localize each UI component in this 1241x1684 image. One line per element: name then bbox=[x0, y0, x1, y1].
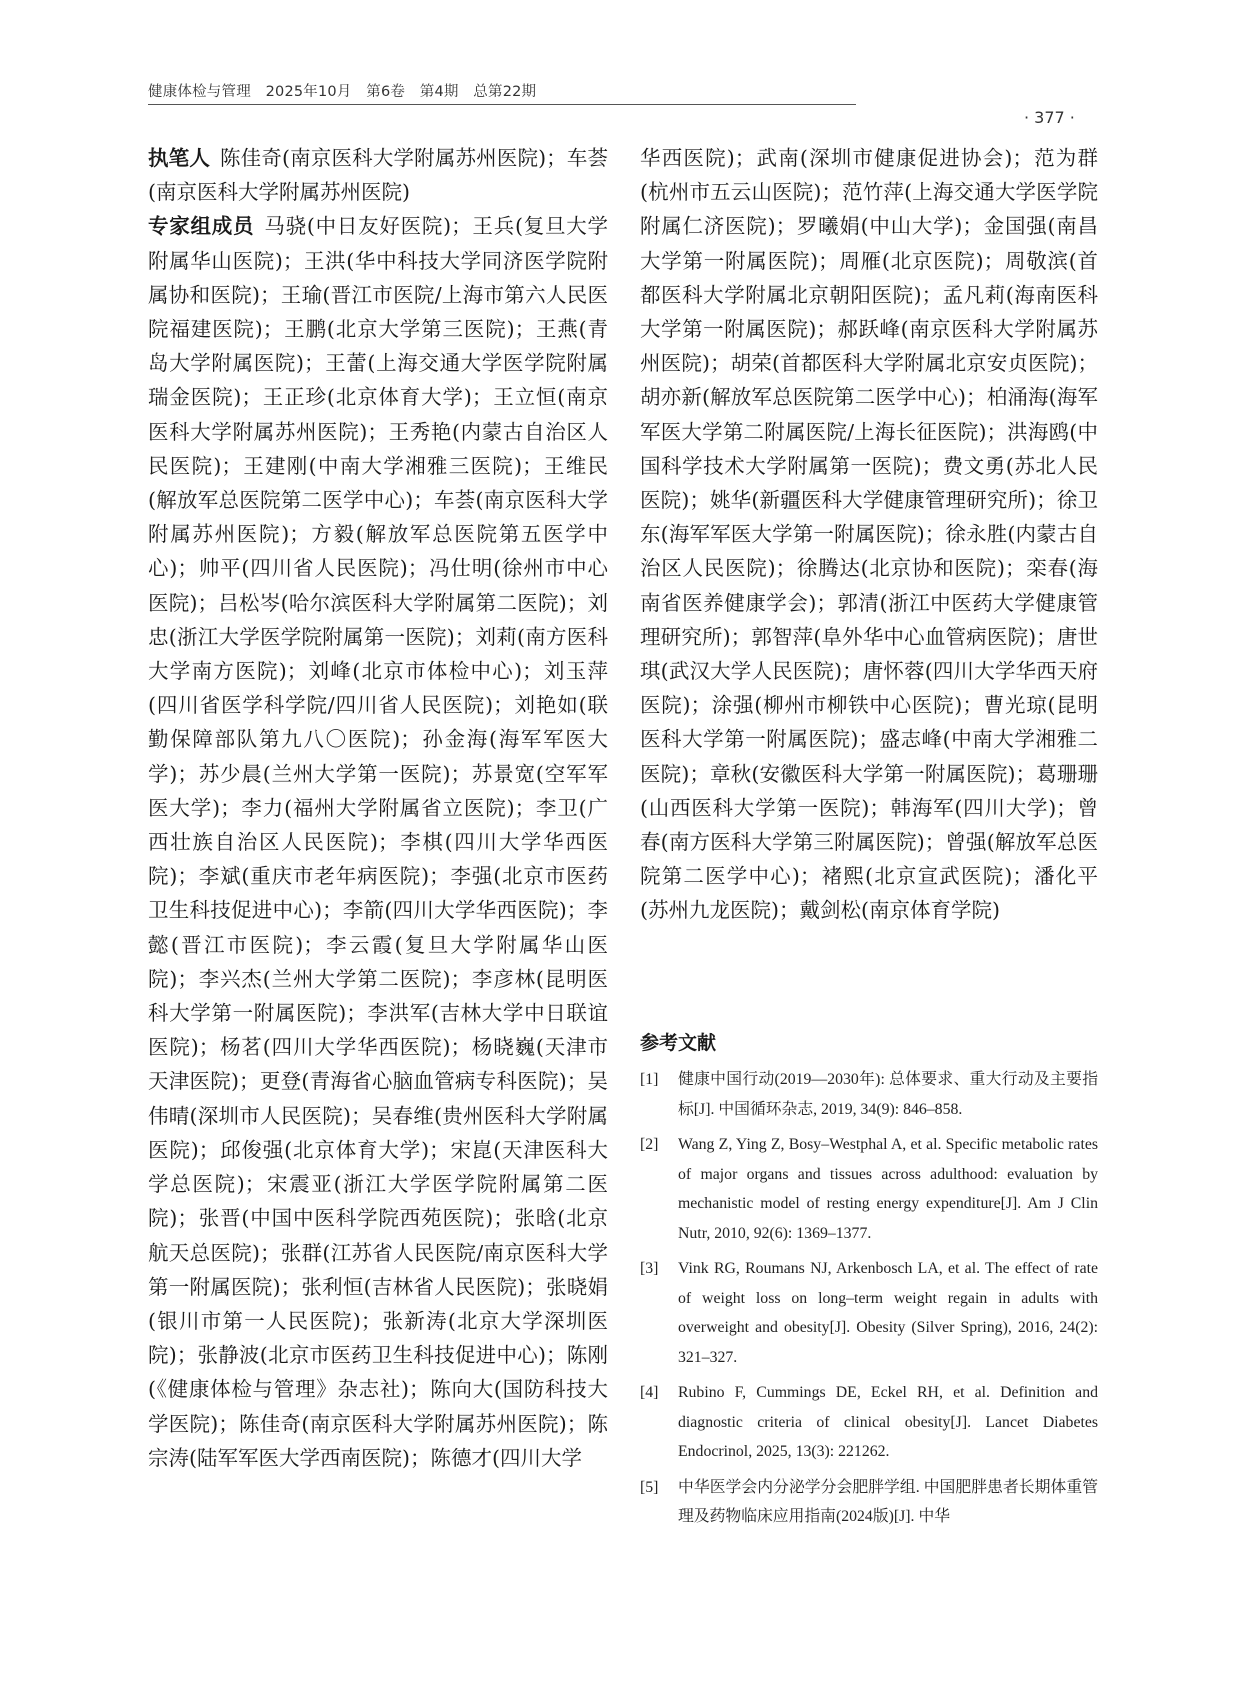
reference-number: [3] bbox=[640, 1260, 659, 1277]
writers-label: 执笔人 bbox=[148, 146, 210, 170]
reference-text: 健康中国行动(2019—2030年): 总体要求、重大行动及主要指标[J]. 中国循环杂志, 2019, 34(9): 846–858. bbox=[678, 1071, 1098, 1118]
reference-item bbox=[640, 1473, 1098, 1532]
reference-item bbox=[640, 1130, 1098, 1248]
journal-header: 健康体检与管理 2025年10月 第6卷 第4期 总第22期 bbox=[148, 84, 537, 100]
reference-text: Rubino F, Cummings DE, Eckel RH, et al. Definition and diagnostic criteria of clinical obesity[J]. Lancet Diabetes Endocrinol, 2025, 13(3): 221262. bbox=[678, 1384, 1098, 1460]
experts-label: 专家组成员 bbox=[148, 214, 255, 239]
reference-number: [2] bbox=[640, 1136, 659, 1153]
reference-item bbox=[640, 1254, 1098, 1372]
experts-text-left: 马骁(中日友好医院)；王兵(复旦大学附属华山医院)；王洪(华中科技大学同济医学院附属协和医院)；王瑜(晋江市医院/上海市第六人民医院福建医院)；王鹏(北京大学第三医院)；王燕(青岛大学附属医院)；王蕾(上海交通大学医学院附属瑞金医院)；王正珍(北京体育大学)；王立恒(南京医科大学附属苏州医院)；王秀艳(内蒙古自治区人民医院)；王建刚(中南大学湘雅三医院)；王维民(解放军总医院第二医学中心)；车荟(南京医科大学附属苏州医院)；方毅(解放军总医院第五医学中心)；帅平(四川省人民医院)；冯仕明(徐州市中心医院)；吕松岑(哈尔滨医科大学附属第二医院)；刘忠(浙江大学医学院附属第一医院)；刘莉(南方医科大学南方医院)；刘峰(北京市体检中心)；刘玉萍(四川省医学科学院/四川省人民医院)；刘艳如(联勤保障部队第九八〇医院)；孙金海(海军军医大学)；苏少晨(兰州大学第一医院)；苏景宽(空军军医大学)；李力(福州大学附属省立医院)；李卫(广西壮族自治区人民医院)；李棋(四川大学华西医院)；李斌(重庆市老年病医院)；李强(北京市医药卫生科技促进中心)；李箭(四川大学华西医院)；李懿(晋江市医院)；李云霞(复旦大学附属华山医院)；李兴杰(兰州大学第二医院)；李彦林(昆明医科大学第一附属医院)；李洪军(吉林大学中日联谊医院)；杨茗(四川大学华西医院)；杨晓巍(天津市天津医院)；更登(青海省心脑血管病专科医院)；吴伟晴(深圳市人民医院)；吴春维(贵州医科大学附属医院)；邱俊强(北京体育大学)；宋崑(天津医科大学总医院)；宋震亚(浙江大学医学院附属第二医院)；张晋(中国中医科学院西苑医院)；张晗(北京航天总医院)；张群(江苏省人民医院/南京医科大学第一附属医院)；张利恒(吉林省人民医院)；张晓娟(银川市第一人民医院)；张新涛(北京大学深圳医院)；张静波(北京市医药卫生科技促进中心)；陈刚(《健康体检与管理》杂志社)；陈向大(国防科技大学医院)；陈佳奇(南京医科大学附属苏州医院)；陈宗涛(陆军军医大学西南医院)；陈德才(四川大学 bbox=[148, 214, 608, 1470]
reference-text: 中华医学会内分泌学分会肥胖学组. 中国肥胖患者长期体重管理及药物临床应用指南(2024版)[J]. 中华 bbox=[678, 1478, 1098, 1525]
experts-paragraph bbox=[148, 209, 608, 1475]
reference-text: Vink RG, Roumans NJ, Arkenbosch LA, et al. The effect of rate of weight loss on long–term weight regain in adults with overweight and obesity[J]. Obesity (Silver Spring), 2016, 24(2): 321–327. bbox=[678, 1260, 1098, 1366]
reference-item bbox=[640, 1065, 1098, 1124]
reference-item bbox=[640, 1378, 1098, 1467]
reference-number: [5] bbox=[640, 1478, 659, 1496]
right-column bbox=[640, 141, 1098, 928]
references-section bbox=[640, 1028, 1098, 1538]
header-rule bbox=[148, 104, 856, 105]
references-title: 参考文献 bbox=[640, 1032, 717, 1054]
page-number: · 377 · bbox=[1024, 108, 1075, 127]
reference-number: [1] bbox=[640, 1071, 659, 1088]
reference-number: [4] bbox=[640, 1384, 659, 1401]
reference-text: Wang Z, Ying Z, Bosy–Westphal A, et al. Specific metabolic rates of major organs and tissues across adulthood: evaluation by mechanistic model of resting energy expenditure[J]. Am J Clin Nutr, 2010, 92(6): 1369–1377. bbox=[678, 1136, 1098, 1242]
writers-paragraph bbox=[148, 141, 608, 209]
writers-text: 陈佳奇(南京医科大学附属苏州医院)；车荟(南京医科大学附属苏州医院) bbox=[148, 146, 608, 205]
experts-continuation: 华西医院)；武南(深圳市健康促进协会)；范为群(杭州市五云山医院)；范竹萍(上海交通大学医学院附属仁济医院)；罗曦娟(中山大学)；金国强(南昌大学第一附属医院)；周雁(北京医院)；周敬滨(首都医科大学附属北京朝阳医院)；孟凡莉(海南医科大学第一附属医院)；郝跃峰(南京医科大学附属苏州医院)；胡荣(首都医科大学附属北京安贞医院)；胡亦新(解放军总医院第二医学中心)；柏涌海(海军军医大学第二附属医院/上海长征医院)；洪海鸥(中国科学技术大学附属第一医院)；费文勇(苏北人民医院)；姚华(新疆医科大学健康管理研究所)；徐卫东(海军军医大学第一附属医院)；徐永胜(内蒙古自治区人民医院)；徐腾达(北京协和医院)；栾春(海南省医养健康学会)；郭清(浙江中医药大学健康管理研究所)；郭智萍(阜外华中心血管病医院)；唐世琪(武汉大学人民医院)；唐怀蓉(四川大学华西天府医院)；涂强(柳州市柳铁中心医院)；曹光琼(昆明医科大学第一附属医院)；盛志峰(中南大学湘雅二医院)；章秋(安徽医科大学第一附属医院)；葛珊珊(山西医科大学第一医院)；韩海军(四川大学)；曾春(南方医科大学第三附属医院)；曾强(解放军总医院第二医学中心)；褚熙(北京宣武医院)；潘化平(苏州九龙医院)；戴剑松(南京体育学院) bbox=[640, 146, 1098, 923]
left-column bbox=[148, 141, 608, 1475]
